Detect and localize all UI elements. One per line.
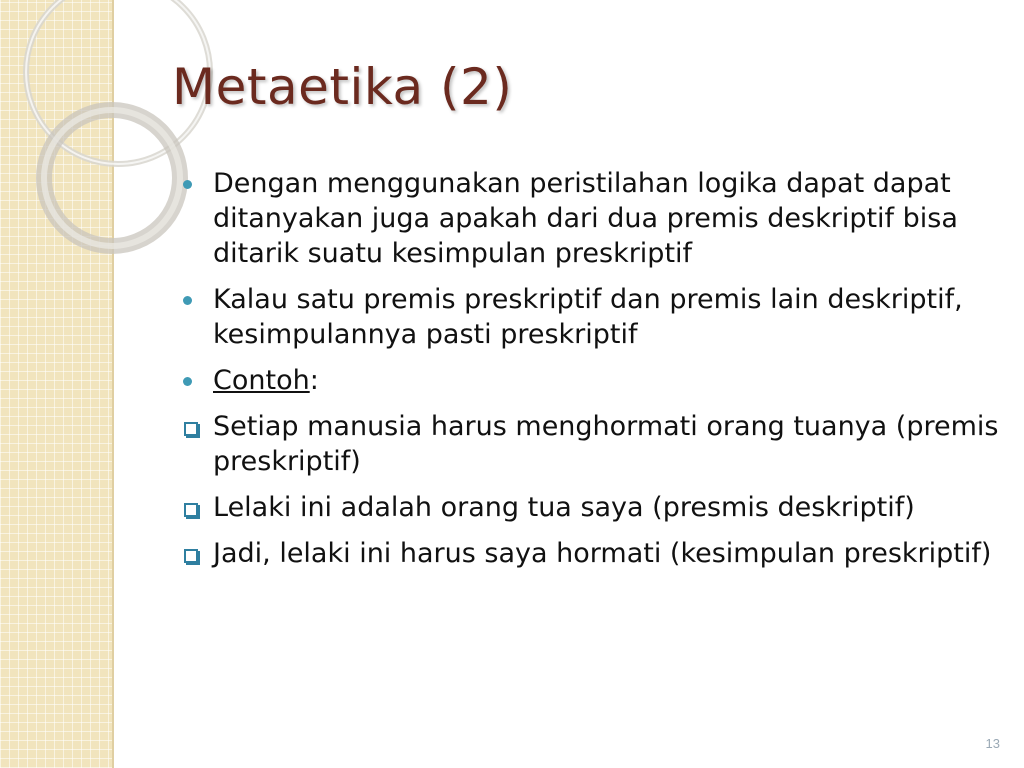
slide-title: Metaetika (2): [172, 58, 513, 116]
checkbox-square-icon: [184, 503, 198, 517]
example-heading-item: [180, 363, 1000, 398]
bullet-text: Kalau satu premis preskriptif dan premis lain deskriptif, kesimpulannya pasti preskriptif: [213, 284, 963, 350]
example-text: Jadi, lelaki ini harus saya hormati (kesimpulan preskriptif): [213, 538, 992, 569]
example-item: [180, 409, 1000, 479]
bullet-dot-icon: [183, 377, 192, 386]
example-text: Lelaki ini adalah orang tua saya (presmis deskriptif): [213, 492, 915, 523]
example-item: [180, 536, 1000, 571]
example-item: [180, 490, 1000, 525]
example-label: Contoh: [213, 365, 310, 396]
example-text: Setiap manusia harus menghormati orang tuanya (premis preskriptif): [213, 411, 999, 477]
checkbox-square-icon: [184, 422, 198, 436]
decorative-circles: [0, 0, 200, 300]
bullet-item: [180, 282, 1000, 352]
bullet-text: Dengan menggunakan peristilahan logika dapat dapat ditanyakan juga apakah dari dua premis deskriptif bisa ditarik suatu kesimpulan preskriptif: [213, 168, 958, 269]
page-number: 13: [985, 736, 1000, 751]
bullet-dot-icon: [183, 180, 192, 189]
checkbox-square-icon: [184, 549, 198, 563]
slide-content: [180, 166, 1000, 582]
example-label-colon: :: [309, 365, 319, 396]
bullet-item: [180, 166, 1000, 271]
bullet-dot-icon: [183, 296, 192, 305]
